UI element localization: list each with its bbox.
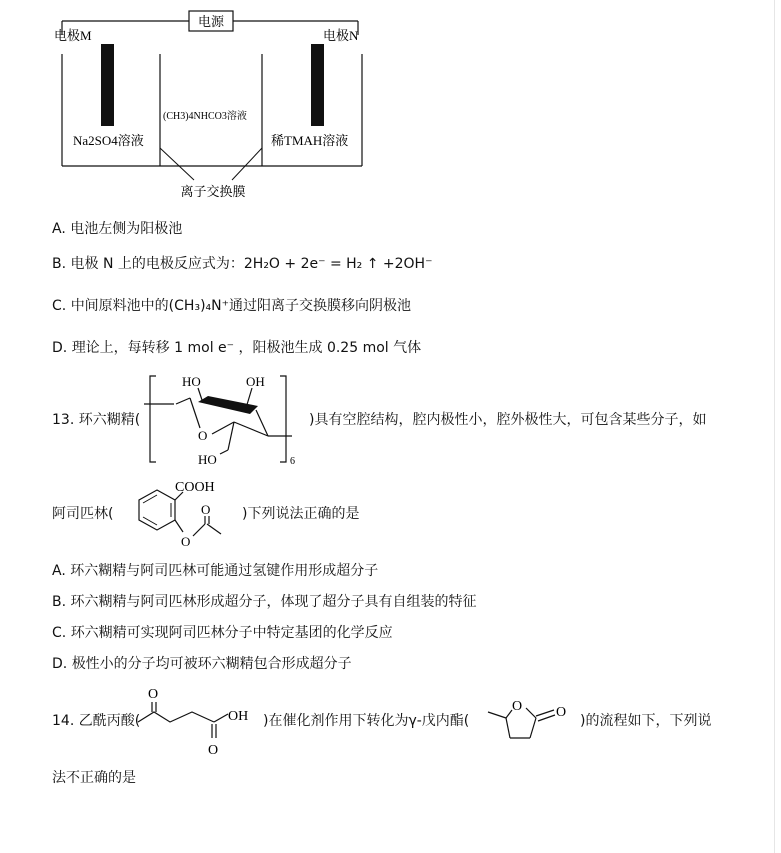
left-solution-label: Na2SO4溶液 (73, 133, 144, 148)
q13-line2-suffix: )下列说法正确的是 (242, 506, 360, 522)
q13-option-c[interactable]: C. 环六糊精可实现阿司匹林分子中特定基团的化学反应 (52, 625, 393, 641)
ester-oxygen: O (181, 534, 191, 549)
electrolysis-diagram (40, 8, 380, 203)
lactone-carbonyl-oxygen: O (556, 705, 567, 720)
q14-stem-middle: )在催化剂作用下转化为γ-戊内酯( (263, 713, 470, 729)
cooh-group: COOH (175, 480, 215, 495)
q13-stem-rest: )具有空腔结构，腔内极性小，腔外极性大，可包含某些分子，如 (309, 412, 707, 428)
q13-option-a[interactable]: A. 环六糊精与阿司匹林可能通过氢键作用形成超分子 (52, 563, 379, 579)
q12-option-b[interactable]: B. 电极 N 上的电极反应式为：2H₂O + 2e⁻ = H₂ ↑ +2OH⁻ (52, 256, 433, 272)
gamma-valerolactone-structure (478, 688, 582, 750)
electrode-m-label: 电极M (54, 28, 92, 43)
q14-stem-end: )的流程如下，下列说 (580, 713, 712, 729)
q13-option-b[interactable]: B. 环六糊精与阿司匹林形成超分子，体现了超分子具有自组装的特征 (52, 594, 477, 610)
right-solution-label: 稀TMAH溶液 (271, 133, 349, 148)
q14-stem-line2: 法不正确的是 (52, 770, 136, 786)
hydroxyl-oh-top: OH (246, 374, 265, 389)
ring-oxygen: O (198, 428, 208, 443)
q12-option-d[interactable]: D. 理论上，每转移 1 mol e⁻ ，阳极池生成 0.25 mol 气体 (52, 340, 422, 356)
page-right-border (774, 0, 775, 853)
acid-oh: OH (228, 709, 249, 724)
membrane-label: 离子交换膜 (180, 184, 246, 199)
repeat-subscript: 6 (290, 456, 295, 467)
acid-carbonyl-oxygen: O (208, 743, 219, 758)
q13-stem-start: 13. 环六糊精( (52, 412, 141, 428)
q12-option-a[interactable]: A. 电池左侧为阳极池 (52, 221, 183, 237)
electrode-n (311, 44, 324, 126)
levulinic-acid-structure (132, 682, 264, 762)
middle-solution-label: (CH3)4NHCO3溶液 (163, 111, 247, 122)
hydroxyl-ho-top: HO (182, 374, 201, 389)
hydroxyl-ho-bottom: HO (198, 452, 217, 467)
lactone-ring-oxygen: O (512, 699, 523, 714)
q14-stem-start: 14. 乙酰丙酸( (52, 713, 141, 729)
power-source-label: 电源 (197, 14, 225, 29)
electrode-n-label: 电极N (323, 28, 359, 43)
cyclodextrin-structure (138, 370, 308, 470)
q13-option-d[interactable]: D. 极性小的分子均可被环六糊精包合形成超分子 (52, 656, 352, 672)
electrode-m (101, 44, 114, 126)
carbonyl-oxygen: O (201, 502, 211, 517)
ketone-oxygen: O (148, 687, 159, 702)
q12-option-c[interactable]: C. 中间原料池中的(CH₃)₄N⁺通过阳离子交换膜移向阴极池 (52, 298, 411, 314)
aspirin-structure (117, 476, 243, 554)
q13-line2-prefix: 阿司匹林( (52, 506, 114, 522)
